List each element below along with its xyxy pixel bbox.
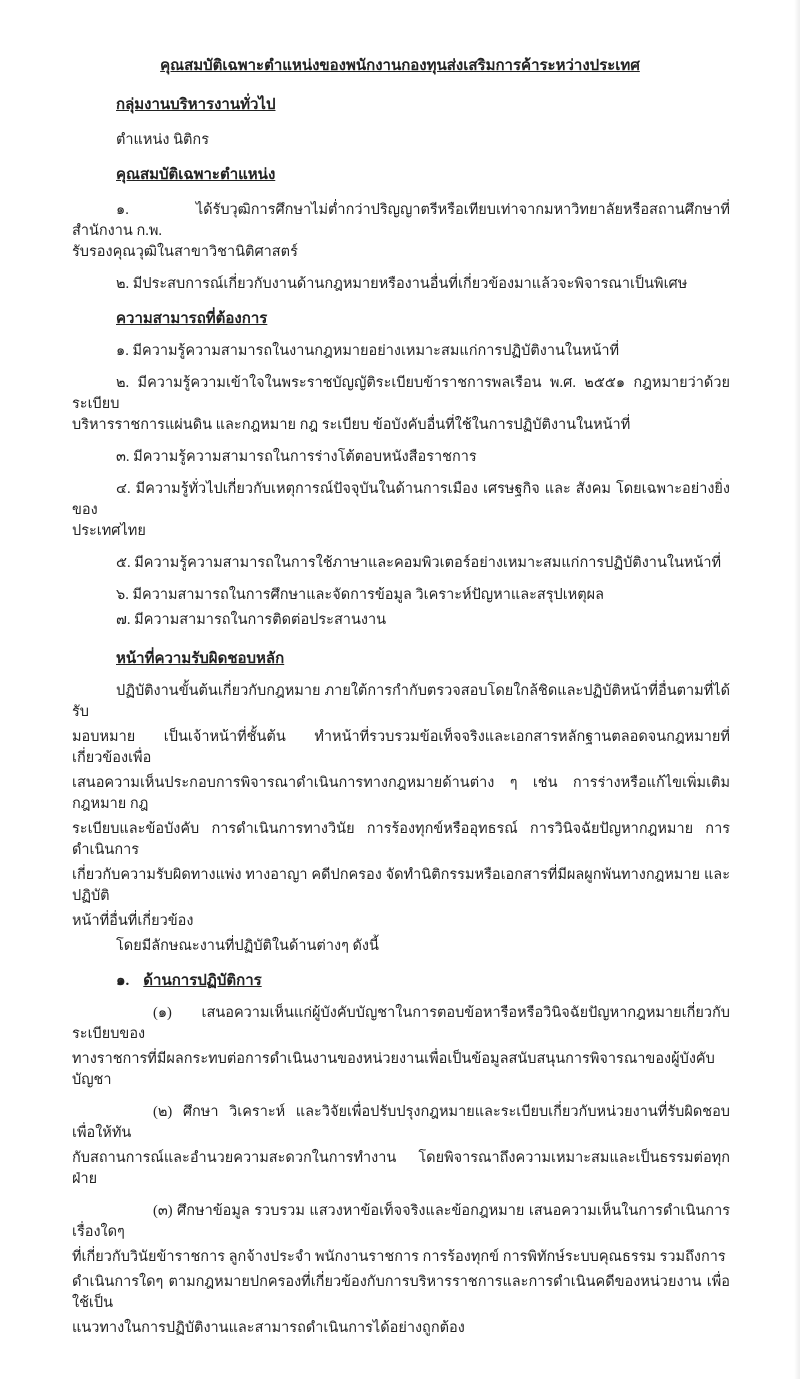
ability-line: ๓. มีความรู้ความสามารถในการร่างโต้ตอบหนังสือราชการ (116, 449, 477, 465)
duty-line: มอบหมาย เป็นเจ้าหน้าที่ชั้นต้น ทำหน้าที่รวบรวมข้อเท็จจริงและเอกสารหลักฐานตลอดจนกฎหมายที่เกี่ยวข้องเพื่อ (72, 729, 730, 766)
section-line: ที่เกี่ยวกับวินัยข้าราชการ ลูกจ้างประจำ พนักงานราชการ การร้องทุกข์ การพิทักษ์ระบบคุณธรรม รวมถึงการ (72, 1249, 726, 1265)
section-line: แนวทางในการปฏิบัติงานและสามารถดำเนินการได้อย่างถูกต้อง (72, 1320, 465, 1336)
ability-line: ๖. มีความสามารถในการศึกษาและจัดการข้อมูล วิเคราะห์ปัญหาและสรุปเหตุผล (116, 587, 605, 603)
qualifications-heading: คุณสมบัติเฉพาะตำแหน่ง (116, 167, 276, 183)
group-heading: กลุ่มงานบริหารงานทั่วไป (116, 97, 276, 113)
duties-heading: หน้าที่ความรับผิดชอบหลัก (116, 651, 285, 667)
section-line: ทางราชการที่มีผลกระทบต่อการดำเนินงานของหน่วยงานเพื่อเป็นข้อมูลสนับสนุนการพิจารณาของผู้บังคับบัญชา (72, 1051, 715, 1088)
ability-line: ประเทศไทย (72, 523, 146, 539)
section-title: ด้านการปฏิบัติการ (143, 973, 262, 989)
section-line: (๓) ศึกษาข้อมูล รวบรวม แสวงหาข้อเท็จจริงและข้อกฎหมาย เสนอความเห็นในการดำเนินการเรื่องใดๆ (72, 1203, 730, 1240)
duty-line: เกี่ยวกับความรับผิดทางแพ่ง ทางอาญา คดีปกครอง จัดทำนิติกรรมหรือเอกสารที่มีผลผูกพันทางกฎหมาย และปฏิบัติ (72, 867, 730, 904)
ability-line: ๔. มีความรู้ทั่วไปเกี่ยวกับเหตุการณ์ปัจจุบันในด้านการเมือง เศรษฐกิจ และ สังคม โดยเฉพาะอย่างยิ่งของ (72, 481, 730, 518)
section-line: (๒) ศึกษา วิเคราะห์ และวิจัยเพื่อปรับปรุงกฎหมายและระเบียบเกี่ยวกับหน่วยงานที่รับผิดชอบ เพื่อให้ทัน (72, 1104, 730, 1141)
position-label: ตำแหน่ง นิติกร (116, 132, 209, 148)
ability-line: ๑. มีความรู้ความสามารถในงานกฎหมายอย่างเหมาะสมแก่การปฏิบัติงานในหน้าที่ (116, 343, 620, 359)
scan-edge-shadow (794, 0, 800, 1379)
section-heading (116, 971, 730, 992)
ability-line: บริหารราชการแผ่นดิน และกฎหมาย กฎ ระเบียบ ข้อบังคับอื่นที่ใช้ในการปฏิบัติงานในหน้าที่ (72, 417, 631, 433)
section-line: ดำเนินการใดๆ ตามกฎหมายปกครองที่เกี่ยวข้องกับการบริหารราชการและการดำเนินคดีของหน่วยงาน เพื่อใช้เป็น (72, 1274, 730, 1311)
abilities-heading: ความสามารถที่ต้องการ (116, 311, 268, 327)
ability-line: ๒. มีความรู้ความเข้าใจในพระราชบัญญัติระเบียบข้าราชการพลเรือน พ.ศ. ๒๕๕๑ กฎหมายว่าด้วยระเบียบ (72, 375, 730, 412)
duty-line: หน้าที่อื่นที่เกี่ยวข้อง (72, 913, 194, 929)
ability-line: ๗. มีความสามารถในการติดต่อประสานงาน (116, 612, 386, 628)
duty-line: เสนอความเห็นประกอบการพิจารณาดำเนินการทางกฎหมายด้านต่าง ๆ เช่น การร่างหรือแก้ไขเพิ่มเติมกฎหมาย กฎ (72, 775, 730, 812)
duty-line: ปฏิบัติงานขั้นต้นเกี่ยวกับกฎหมาย ภายใต้การกำกับตรวจสอบโดยใกล้ชิดและปฏิบัติหน้าที่อื่นตามที่ได้รับ (72, 683, 730, 720)
section-number: ๑. (116, 973, 130, 989)
document-title: คุณสมบัติเฉพาะตำแหน่งของพนักงานกองทุนส่งเสริมการค้าระหว่างประเทศ (160, 58, 640, 74)
qualification-line: รับรองคุณวุฒิในสาขาวิชานิติศาสตร์ (72, 244, 298, 260)
qualification-line: ๒. มีประสบการณ์เกี่ยวกับงานด้านกฎหมายหรืองานอื่นที่เกี่ยวข้องมาแล้วจะพิจารณาเป็นพิเศษ (116, 276, 688, 292)
section-line: (๑) เสนอความเห็นแก่ผู้บังคับบัญชาในการตอบข้อหารือหรือวินิจฉัยปัญหากฎหมายเกี่ยวกับระเบียบของ (72, 1005, 730, 1042)
duty-line: โดยมีลักษณะงานที่ปฏิบัติในด้านต่างๆ ดังนี้ (116, 938, 379, 954)
qualification-line: ๑. ได้รับวุฒิการศึกษาไม่ต่ำกว่าปริญญาตรีหรือเทียบเท่าจากมหาวิทยาลัยหรือสถานศึกษาที่ สำนักงาน ก.พ. (72, 202, 730, 239)
section-line: กับสถานการณ์และอำนวยความสะดวกในการทำงาน โดยพิจารณาถึงความเหมาะสมและเป็นธรรมต่อทุกฝ่าย (72, 1150, 730, 1187)
ability-line: ๕. มีความรู้ความสามารถในการใช้ภาษาและคอมพิวเตอร์อย่างเหมาะสมแก่การปฏิบัติงานในหน้าที่ (116, 555, 722, 571)
duty-line: ระเบียบและข้อบังคับ การดำเนินการทางวินัย การร้องทุกข์หรืออุทธรณ์ การวินิจฉัยปัญหากฎหมาย การดำเนินการ (72, 821, 730, 858)
